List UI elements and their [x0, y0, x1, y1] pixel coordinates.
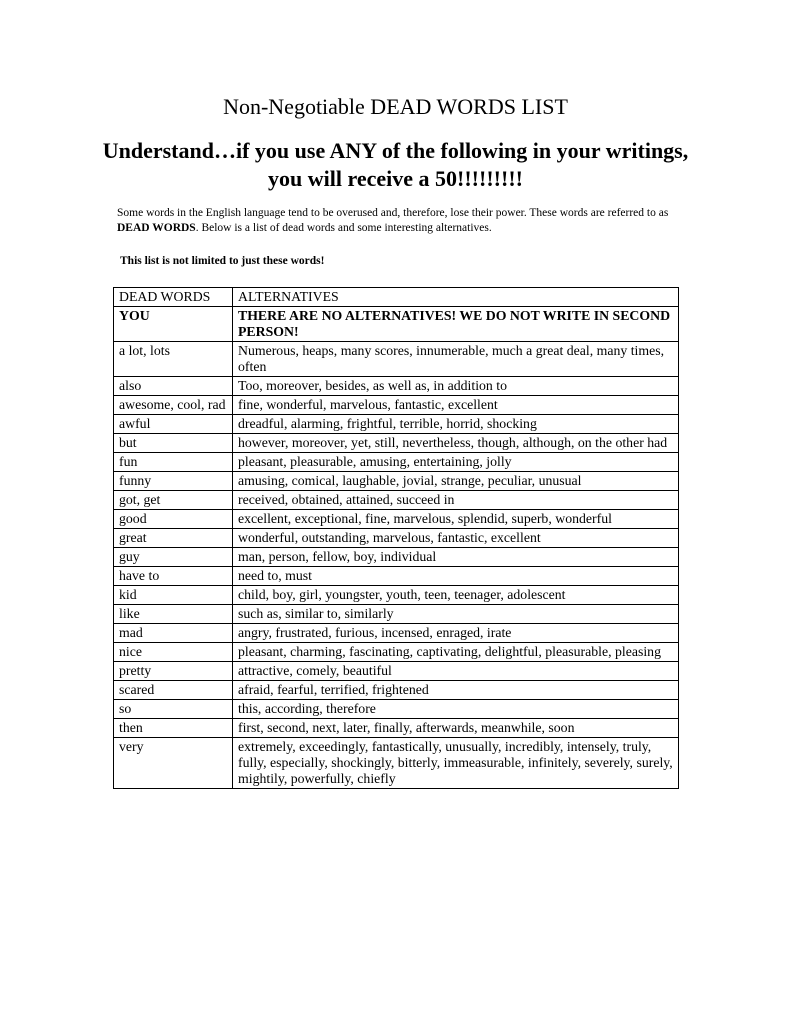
table-row — [114, 738, 679, 789]
dead-word-cell: great — [114, 529, 233, 548]
dead-word-cell: scared — [114, 681, 233, 700]
intro-paragraph — [117, 206, 677, 236]
dead-word-cell: have to — [114, 567, 233, 586]
dead-word-cell: fun — [114, 453, 233, 472]
alternatives-cell: need to, must — [233, 567, 679, 586]
dead-word-cell: nice — [114, 643, 233, 662]
table-row — [114, 510, 679, 529]
table-row — [114, 307, 679, 342]
page-title: Non-Negotiable DEAD WORDS LIST — [223, 94, 568, 119]
alternatives-cell: man, person, fellow, boy, individual — [233, 548, 679, 567]
alternatives-cell: received, obtained, attained, succeed in — [233, 491, 679, 510]
dead-word-cell: mad — [114, 624, 233, 643]
dead-word-cell: funny — [114, 472, 233, 491]
table-row — [114, 342, 679, 377]
table-row — [114, 624, 679, 643]
dead-word-cell: like — [114, 605, 233, 624]
table-row — [114, 548, 679, 567]
table-row — [114, 700, 679, 719]
table-row — [114, 453, 679, 472]
alternatives-cell: Numerous, heaps, many scores, innumerable, much a great deal, many times, often — [233, 342, 679, 377]
dead-word-cell: a lot, lots — [114, 342, 233, 377]
dead-word-cell: got, get — [114, 491, 233, 510]
alternatives-cell: dreadful, alarming, frightful, terrible, horrid, shocking — [233, 415, 679, 434]
header-dead-words: DEAD WORDS — [114, 288, 233, 307]
alternatives-cell: however, moreover, yet, still, nevertheless, though, although, on the other had — [233, 434, 679, 453]
dead-word-cell: pretty — [114, 662, 233, 681]
alternatives-cell: this, according, therefore — [233, 700, 679, 719]
dead-word-cell: kid — [114, 586, 233, 605]
table-row — [114, 434, 679, 453]
alternatives-cell: THERE ARE NO ALTERNATIVES! WE DO NOT WRITE IN SECOND PERSON! — [233, 307, 679, 342]
dead-word-cell: guy — [114, 548, 233, 567]
alternatives-cell: excellent, exceptional, fine, marvelous, splendid, superb, wonderful — [233, 510, 679, 529]
intro-emphasis: DEAD WORDS — [117, 222, 196, 234]
table-row — [114, 529, 679, 548]
dead-word-cell: also — [114, 377, 233, 396]
dead-word-cell: but — [114, 434, 233, 453]
table-row — [114, 491, 679, 510]
alternatives-cell: extremely, exceedingly, fantastically, unusually, incredibly, intensely, truly, fully, especially, shockingly, bitterly, immeasurable, infinitely, severely, surely, mightily, powerfully, chiefly — [233, 738, 679, 789]
alternatives-cell: pleasant, pleasurable, amusing, entertaining, jolly — [233, 453, 679, 472]
alternatives-cell: angry, frustrated, furious, incensed, enraged, irate — [233, 624, 679, 643]
table-row — [114, 396, 679, 415]
table-row — [114, 662, 679, 681]
alternatives-cell: pleasant, charming, fascinating, captivating, delightful, pleasurable, pleasing — [233, 643, 679, 662]
table-row — [114, 586, 679, 605]
table-row — [114, 643, 679, 662]
table-row — [114, 605, 679, 624]
alternatives-cell: attractive, comely, beautiful — [233, 662, 679, 681]
alternatives-cell: afraid, fearful, terrified, frightened — [233, 681, 679, 700]
intro-text-start: Some words in the English language tend to be overused and, therefore, lose their power. These words are referred to as — [117, 207, 669, 219]
alternatives-cell: wonderful, outstanding, marvelous, fantastic, excellent — [233, 529, 679, 548]
dead-word-cell: awful — [114, 415, 233, 434]
alternatives-cell: Too, moreover, besides, as well as, in addition to — [233, 377, 679, 396]
page-subtitle: Understand…if you use ANY of the following in your writings, you will receive a 50!!!!!!!!! — [102, 138, 689, 191]
header-alternatives: ALTERNATIVES — [233, 288, 679, 307]
table-row — [114, 377, 679, 396]
alternatives-cell: first, second, next, later, finally, afterwards, meanwhile, soon — [233, 719, 679, 738]
alternatives-cell: amusing, comical, laughable, jovial, strange, peculiar, unusual — [233, 472, 679, 491]
table-row — [114, 415, 679, 434]
dead-word-cell: so — [114, 700, 233, 719]
dead-words-table — [113, 287, 679, 789]
intro-text-end: . Below is a list of dead words and some interesting alternatives. — [195, 222, 492, 234]
notice-text: This list is not limited to just these words! — [120, 255, 325, 267]
table-row — [114, 567, 679, 586]
alternatives-cell: such as, similar to, similarly — [233, 605, 679, 624]
dead-word-cell: then — [114, 719, 233, 738]
table-header-row — [114, 288, 679, 307]
alternatives-cell: child, boy, girl, youngster, youth, teen, teenager, adolescent — [233, 586, 679, 605]
dead-word-cell: very — [114, 738, 233, 789]
dead-word-cell: awesome, cool, rad — [114, 396, 233, 415]
dead-word-cell: good — [114, 510, 233, 529]
table-row — [114, 681, 679, 700]
dead-word-cell: YOU — [114, 307, 233, 342]
table-row — [114, 719, 679, 738]
table-row — [114, 472, 679, 491]
alternatives-cell: fine, wonderful, marvelous, fantastic, excellent — [233, 396, 679, 415]
